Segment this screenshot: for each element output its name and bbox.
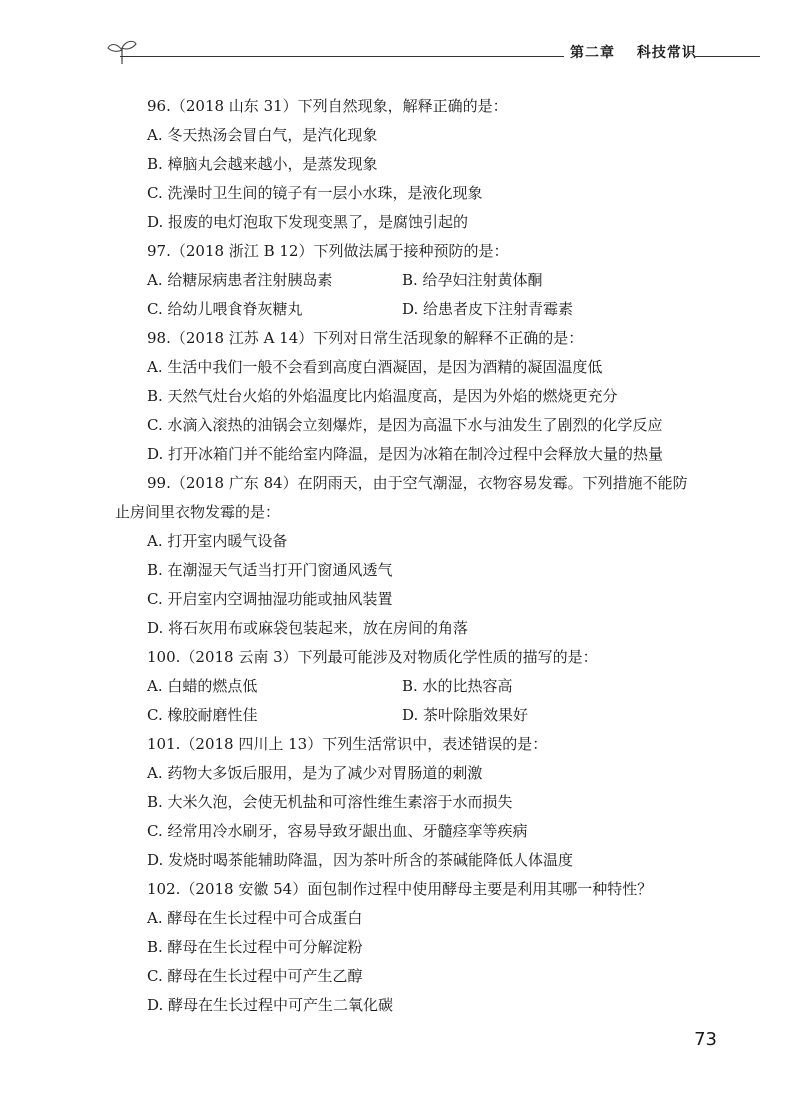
sprout-icon [104,34,140,68]
header-rule-left [120,56,636,57]
question-101-option-b: B. 大米久泡，会使无机盐和可溶性维生素溶于水而损失 [147,793,513,811]
question-99-option-d: D. 将石灰用布或麻袋包装起来，放在房间的角落 [147,619,469,637]
question-100-option-a: A. 白蜡的燃点低 [147,677,258,695]
question-100-stem: 100.（2018 云南 3）下列最可能涉及对物质化学性质的描写的是： [147,648,598,666]
question-98-option-a: A. 生活中我们一般不会看到高度白酒凝固，是因为酒精的凝固温度低 [147,358,603,376]
question-96-stem: 96.（2018 山东 31）下列自然现象，解释正确的是： [147,97,508,115]
question-97-stem: 97.（2018 浙江 B 12）下列做法属于接种预防的是： [147,242,509,260]
question-96-option-c: C. 洗澡时卫生间的镜子有一层小水珠，是液化现象 [147,184,483,202]
question-98-stem: 98.（2018 江苏 A 14）下列对日常生活现象的解释不正确的是： [147,329,584,347]
question-99-stem: 99.（2018 广东 84）在阴雨天，由于空气潮湿，衣物容易发霉。下列措施不能防 [147,474,688,492]
question-97-options-row-1 [115,266,705,295]
question-96-option-a: A. 冬天热汤会冒白气，是汽化现象 [147,126,378,144]
question-101-option-d: D. 发烧时喝茶能辅助降温，因为茶叶所含的茶碱能降低人体温度 [147,851,574,869]
chapter-heading [564,42,703,62]
chapter-number: 第二章 [570,45,615,61]
question-97-options-row-2 [115,295,705,324]
page-number: 73 [694,1029,717,1050]
question-99-option-b: B. 在潮湿天气适当打开门窗通风透气 [147,561,393,579]
question-102-option-a: A. 酵母在生长过程中可合成蛋白 [147,909,363,927]
question-100-option-d: D. 茶叶除脂效果好 [402,706,529,724]
question-100-option-c: C. 橡胶耐磨性佳 [147,706,258,724]
running-header [104,34,760,68]
question-102-option-c: C. 酵母在生长过程中可产生乙醇 [147,967,363,985]
question-100-options-row-2 [115,701,705,730]
question-101-stem: 101.（2018 四川上 13）下列生活常识中，表述错误的是： [147,735,548,753]
question-97-option-a: A. 给糖尿病患者注射胰岛素 [147,271,333,289]
question-97-option-b: B. 给孕妇注射黄体酮 [402,271,543,289]
question-102-option-d: D. 酵母在生长过程中可产生二氧化碳 [147,996,394,1014]
question-98-option-c: C. 水滴入滚热的油锅会立刻爆炸，是因为高温下水与油发生了剧烈的化学反应 [147,416,663,434]
question-99-option-a: A. 打开室内暖气设备 [147,532,288,550]
question-97-option-d: D. 给患者皮下注射青霉素 [402,300,574,318]
question-99-option-c: C. 开启室内空调抽湿功能或抽风装置 [147,590,393,608]
question-101-option-a: A. 药物大多饭后服用，是为了减少对胃肠道的刺激 [147,764,483,782]
question-98-option-b: B. 天然气灶台火焰的外焰温度比内焰温度高，是因为外焰的燃烧更充分 [147,387,618,405]
question-list [115,92,705,1020]
question-96-option-d: D. 报废的电灯泡取下发现变黑了，是腐蚀引起的 [147,213,469,231]
chapter-title: 科技常识 [636,45,697,61]
question-98-option-d: D. 打开冰箱门并不能给室内降温，是因为冰箱在制冷过程中会释放大量的热量 [147,445,664,463]
question-97-option-c: C. 给幼儿喂食脊灰糖丸 [147,300,303,318]
question-100-option-b: B. 水的比热容高 [402,677,513,695]
question-99-stem-continued: 止房间里衣物发霉的是： [115,503,281,521]
question-101-option-c: C. 经常用冷水刷牙，容易导致牙龈出血、牙髓痉挛等疾病 [147,822,528,840]
header-rule-right [694,56,760,57]
question-100-options-row-1 [115,672,705,701]
question-102-option-b: B. 酵母在生长过程中可分解淀粉 [147,938,363,956]
question-102-stem: 102.（2018 安徽 54）面包制作过程中使用酵母主要是利用其哪一种特性？ [147,880,653,898]
question-96-option-b: B. 樟脑丸会越来越小，是蒸发现象 [147,155,378,173]
